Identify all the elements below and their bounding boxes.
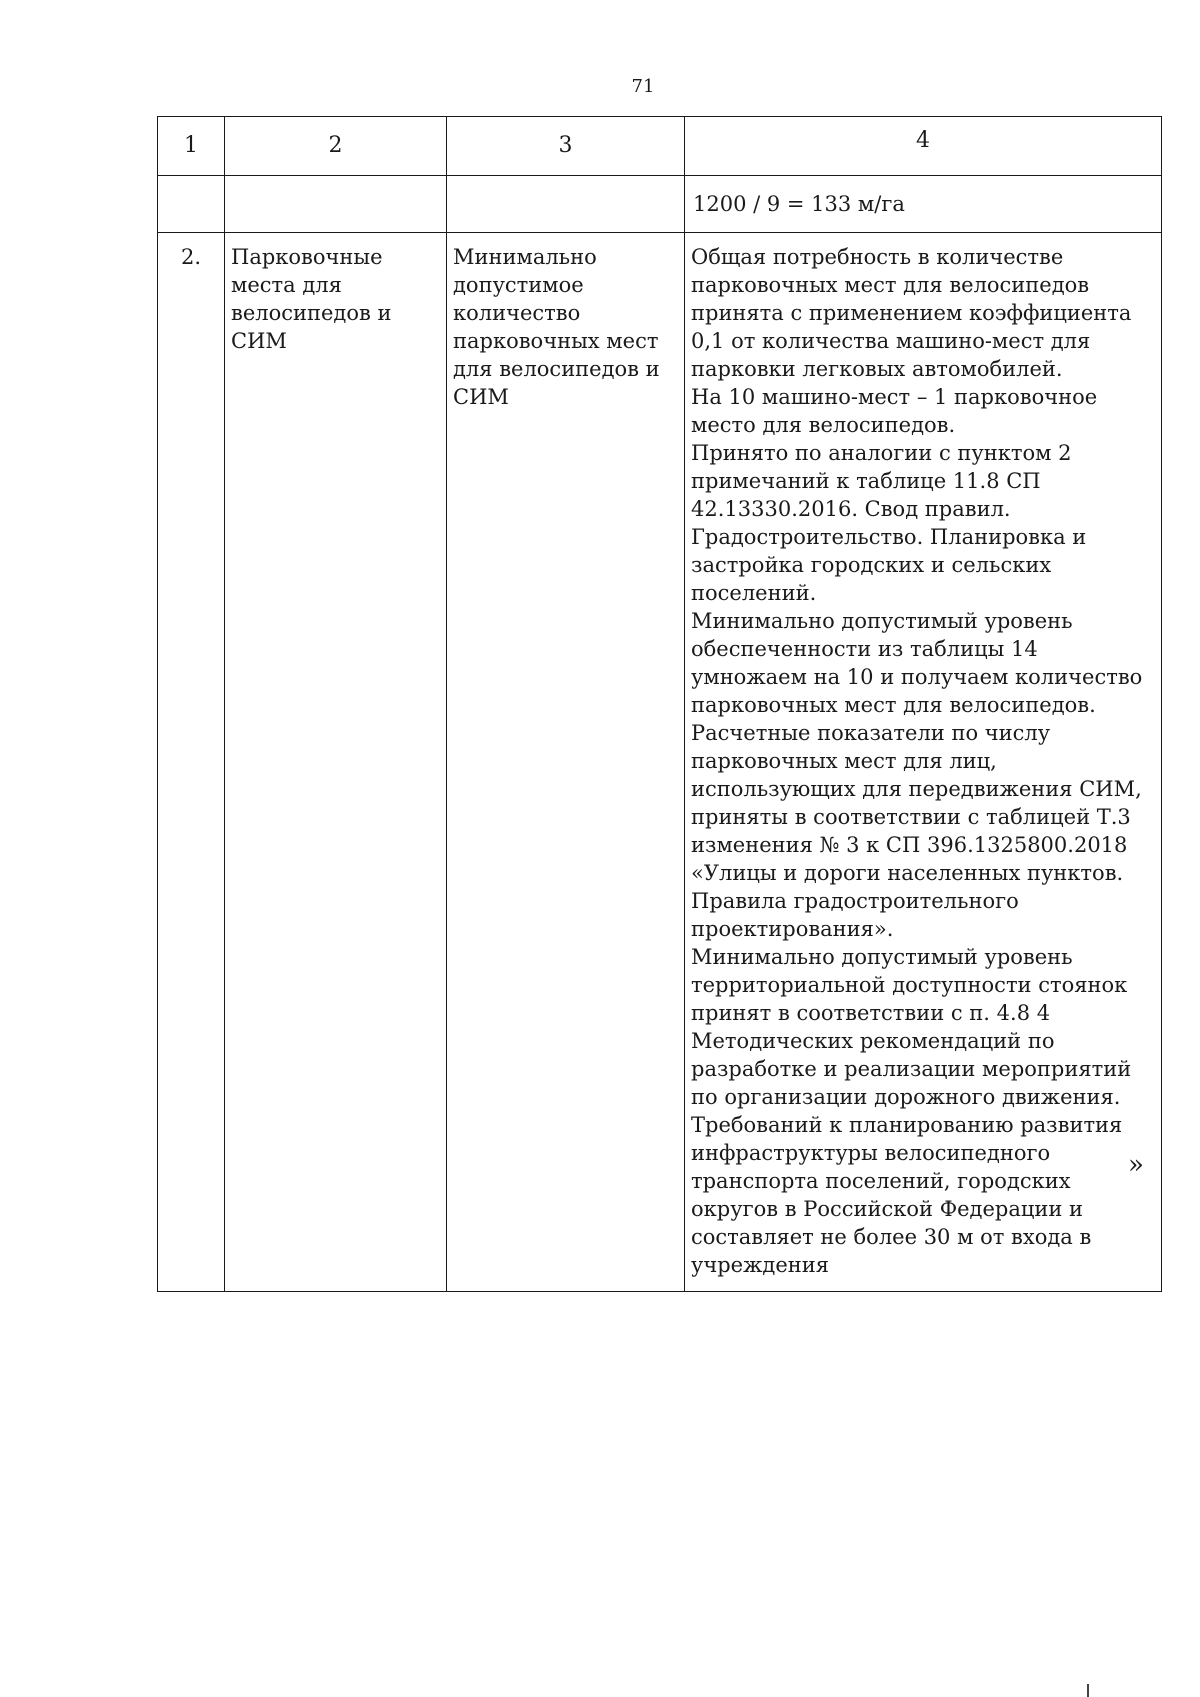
description-paragraph: На 10 машино-мест – 1 парковочное место для велосипедов. — [691, 385, 1098, 437]
formula-cell-1 — [158, 176, 225, 233]
closing-quote: » — [1128, 1150, 1144, 1180]
standards-table — [157, 116, 1162, 1292]
header-cell-2: 2 — [225, 117, 447, 176]
description-paragraph: Общая потребность в количестве парковочных мест для велосипедов принята с применением коэффициента 0,1 от количества машино-мест для парковки легковых автомобилей. — [691, 245, 1132, 381]
row-name: Парковочные места для велосипедов и СИМ — [225, 233, 447, 1292]
description-paragraph: Минимально допустимый уровень территориальной доступности стоянок принят в соответствии с п. 4.8 4 Методических рекомендаций по разработке и реализации мероприятий по организации дорожного движения. Требований к планированию развития инфраструктуры велосипедного транспорта поселений, городских округов в Российской Федерации и составляет не более 30 м от входа в учреждения — [691, 945, 1132, 1277]
scan-mark — [1087, 1684, 1089, 1697]
page-number: 71 — [631, 76, 655, 97]
row-number: 2. — [158, 233, 225, 1292]
row-indicator: Минимально допустимое количество парковочных мест для велосипедов и СИМ — [447, 233, 685, 1292]
row-description — [685, 233, 1162, 1292]
formula-cell-3 — [447, 176, 685, 233]
table-header-row — [158, 117, 1162, 176]
description-paragraph: Принято по аналогии с пунктом 2 примечаний к таблице 11.8 СП 42.13330.2016. Свод правил. Градостроительство. Планировка и застройка городских и сельских поселений. — [691, 441, 1087, 605]
formula-row — [158, 176, 1162, 233]
table-row — [158, 233, 1162, 1292]
header-cell-1: 1 — [158, 117, 225, 176]
description-paragraph: Минимально допустимый уровень обеспеченности из таблицы 14 умножаем на 10 и получаем количество парковочных мест для велосипедов. — [691, 609, 1143, 717]
formula-cell-4: 1200 / 9 = 133 м/га — [685, 176, 1162, 233]
header-cell-3: 3 — [447, 117, 685, 176]
description-paragraph: Расчетные показатели по числу парковочных мест для лиц, использующих для передвижения СИМ, приняты в соответствии с таблицей Т.3 изменения № 3 к СП 396.1325800.2018 «Улицы и дороги населенных пунктов. Правила градостроительного проектирования». — [691, 721, 1142, 941]
formula-cell-2 — [225, 176, 447, 233]
header-cell-4: 4 — [685, 117, 1162, 176]
